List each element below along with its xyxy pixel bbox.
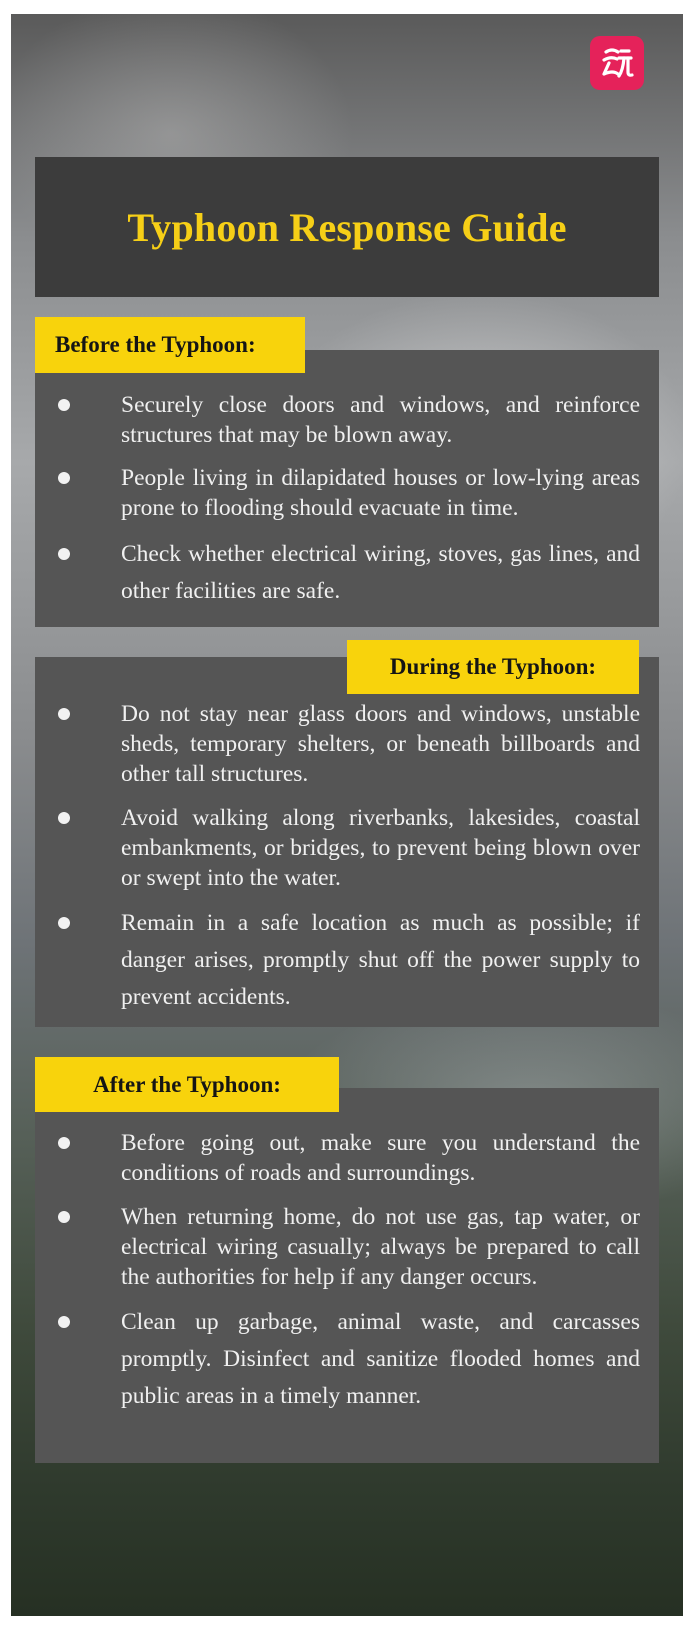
- title-banner: [35, 157, 659, 297]
- section-during-heading: During the Typhoon:: [347, 640, 639, 694]
- section-during-panel: [35, 657, 659, 1027]
- brand-logo-icon: [590, 36, 644, 90]
- item-text: Avoid walking along riverbanks, lakesides, coastal embankments, or bridges, to prevent being blown over or swept into the water.: [121, 805, 640, 891]
- bullet-icon: [58, 708, 70, 720]
- section-during-list: [35, 699, 659, 1016]
- item-text: Do not stay near glass doors and windows, unstable sheds, temporary shelters, or beneath billboards and other tall structures.: [121, 701, 640, 787]
- bullet-icon: [58, 1211, 70, 1223]
- item-text: Check whether electrical wiring, stoves, gas lines, and other facilities are safe.: [121, 541, 640, 604]
- bullet-icon: [58, 917, 70, 929]
- guide-poster: [11, 14, 683, 1616]
- item-text: Before going out, make sure you understand the conditions of roads and surroundings.: [121, 1130, 640, 1186]
- bullet-icon: [58, 472, 70, 484]
- item-text: Clean up garbage, animal waste, and carcasses promptly. Disinfect and sanitize flooded homes and public areas in a timely manner.: [121, 1309, 640, 1409]
- list-item: [35, 905, 659, 1016]
- list-item: [35, 699, 659, 789]
- section-after-heading: After the Typhoon:: [35, 1057, 339, 1112]
- bullet-icon: [58, 548, 70, 560]
- list-item: [35, 803, 659, 893]
- section-after-panel: [35, 1088, 659, 1463]
- item-text: Securely close doors and windows, and reinforce structures that may be blown away.: [121, 392, 640, 448]
- item-text: People living in dilapidated houses or low-lying areas prone to flooding should evacuate in time.: [121, 465, 640, 521]
- brand-logo-glyph: [597, 43, 637, 83]
- item-text: Remain in a safe location as much as possible; if danger arises, promptly shut off the power supply to prevent accidents.: [121, 910, 640, 1010]
- page-title: Typhoon Response Guide: [127, 204, 567, 250]
- list-item: [35, 536, 659, 610]
- bullet-icon: [58, 1316, 70, 1328]
- section-after-list: [35, 1128, 659, 1415]
- section-before-heading: Before the Typhoon:: [35, 317, 305, 373]
- list-item: [35, 390, 659, 450]
- bullet-icon: [58, 812, 70, 824]
- bullet-icon: [58, 399, 70, 411]
- item-text: When returning home, do not use gas, tap water, or electrical wiring casually; always be prepared to call the authorities for help if any danger occurs.: [121, 1204, 640, 1290]
- list-item: [35, 1128, 659, 1188]
- section-before-list: [35, 390, 659, 610]
- list-item: [35, 1304, 659, 1415]
- list-item: [35, 1202, 659, 1292]
- list-item: [35, 463, 659, 523]
- bullet-icon: [58, 1137, 70, 1149]
- section-before-panel: [35, 350, 659, 627]
